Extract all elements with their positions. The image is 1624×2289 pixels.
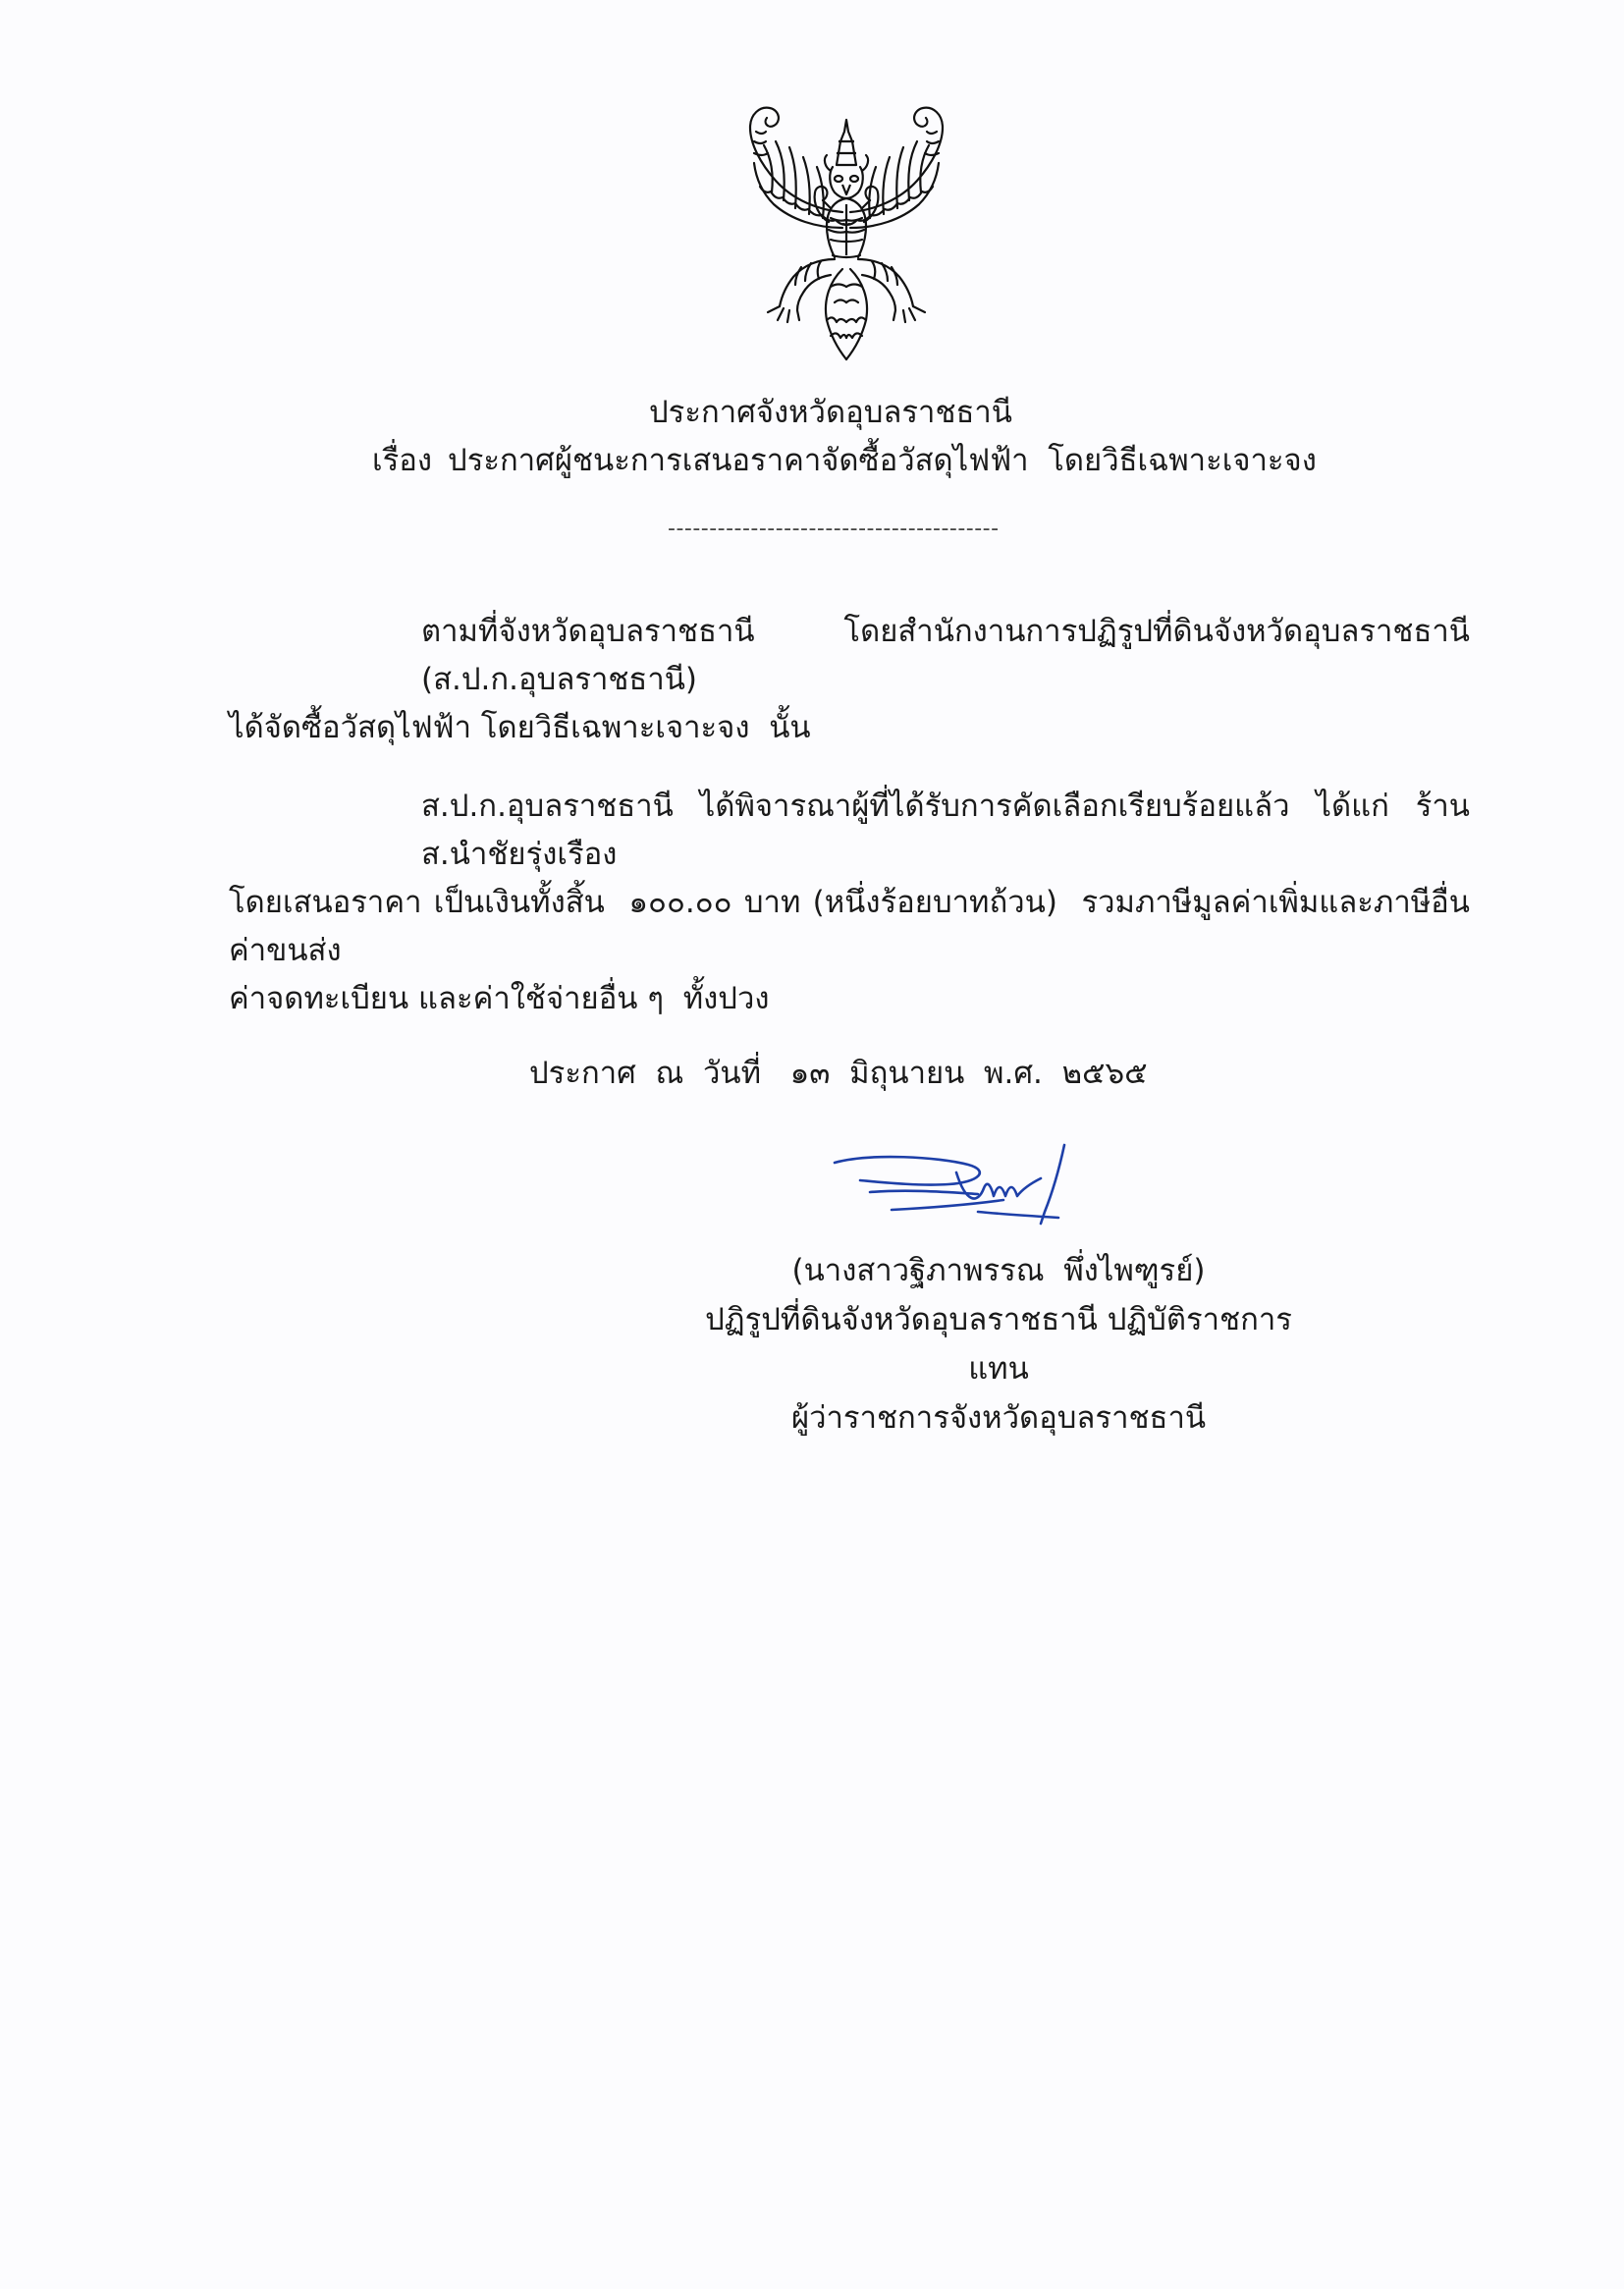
paragraph-2-line-2: โดยเสนอราคา เป็นเงินทั้งสิ้น ๑๐๐.๐๐ บาท (หนึ่งร้อยบาทถ้วน) รวมภาษีมูลค่าเพิ่มและภาษีอื่น ค่าขนส่ง [229,885,1489,968]
announcement-subject-line [372,437,1472,485]
signatory-position: ปฏิรูปที่ดินจังหวัดอุบลราชธานี ปฏิบัติราชการแทน [705,1302,1292,1387]
paragraph-1-line-2: ได้จัดซื้อวัสดุไฟฟ้า โดยวิธีเฉพาะเจาะจง นั้น [229,710,811,745]
paragraph-2-line-3: ค่าจดทะเบียน และค่าใช้จ่ายอื่น ๆ ทั้งปวง [229,981,770,1016]
paragraph-2-line-1: ส.ป.ก.อุบลราชธานี ได้พิจารณาผู้ที่ได้รับการคัดเลือกเรียบร้อยแล้ว ได้แก่ ร้าน ส.นำชัยรุ่งเรือง [421,789,1480,872]
signature-image [831,1143,1071,1238]
announcement-body [229,608,1489,1443]
paragraph-1-line-1: ตามที่จังหวัดอุบลราชธานี โดยสำนักงานการปฏิรูปที่ดินจังหวัดอุบลราชธานี (ส.ป.ก.อุบลราชธานี) [421,614,1480,697]
announcement-title: ประกาศจังหวัดอุบลราชธานี [648,395,1013,430]
signatory-name: (นางสาวฐิภาพรรณ พึ่งไพฑูรย์) [791,1253,1206,1288]
signatory-block [687,1246,1310,1443]
garuda-emblem [729,102,964,365]
announcement-date: ประกาศ ณ วันที่ ๑๓ มิถุนายน พ.ศ. ๒๕๖๕ [529,1056,1148,1091]
separator-line: ---------------------------------------- [668,517,1000,541]
subject-text: ประกาศผู้ชนะการเสนอราคาจัดซื้อวัสดุไฟฟ้า โดยวิธีเฉพาะเจาะจง [448,443,1317,478]
signatory-on-behalf-of: ผู้ว่าราชการจังหวัดอุบลราชธานี [790,1400,1207,1436]
subject-label: เรื่อง [372,443,433,478]
